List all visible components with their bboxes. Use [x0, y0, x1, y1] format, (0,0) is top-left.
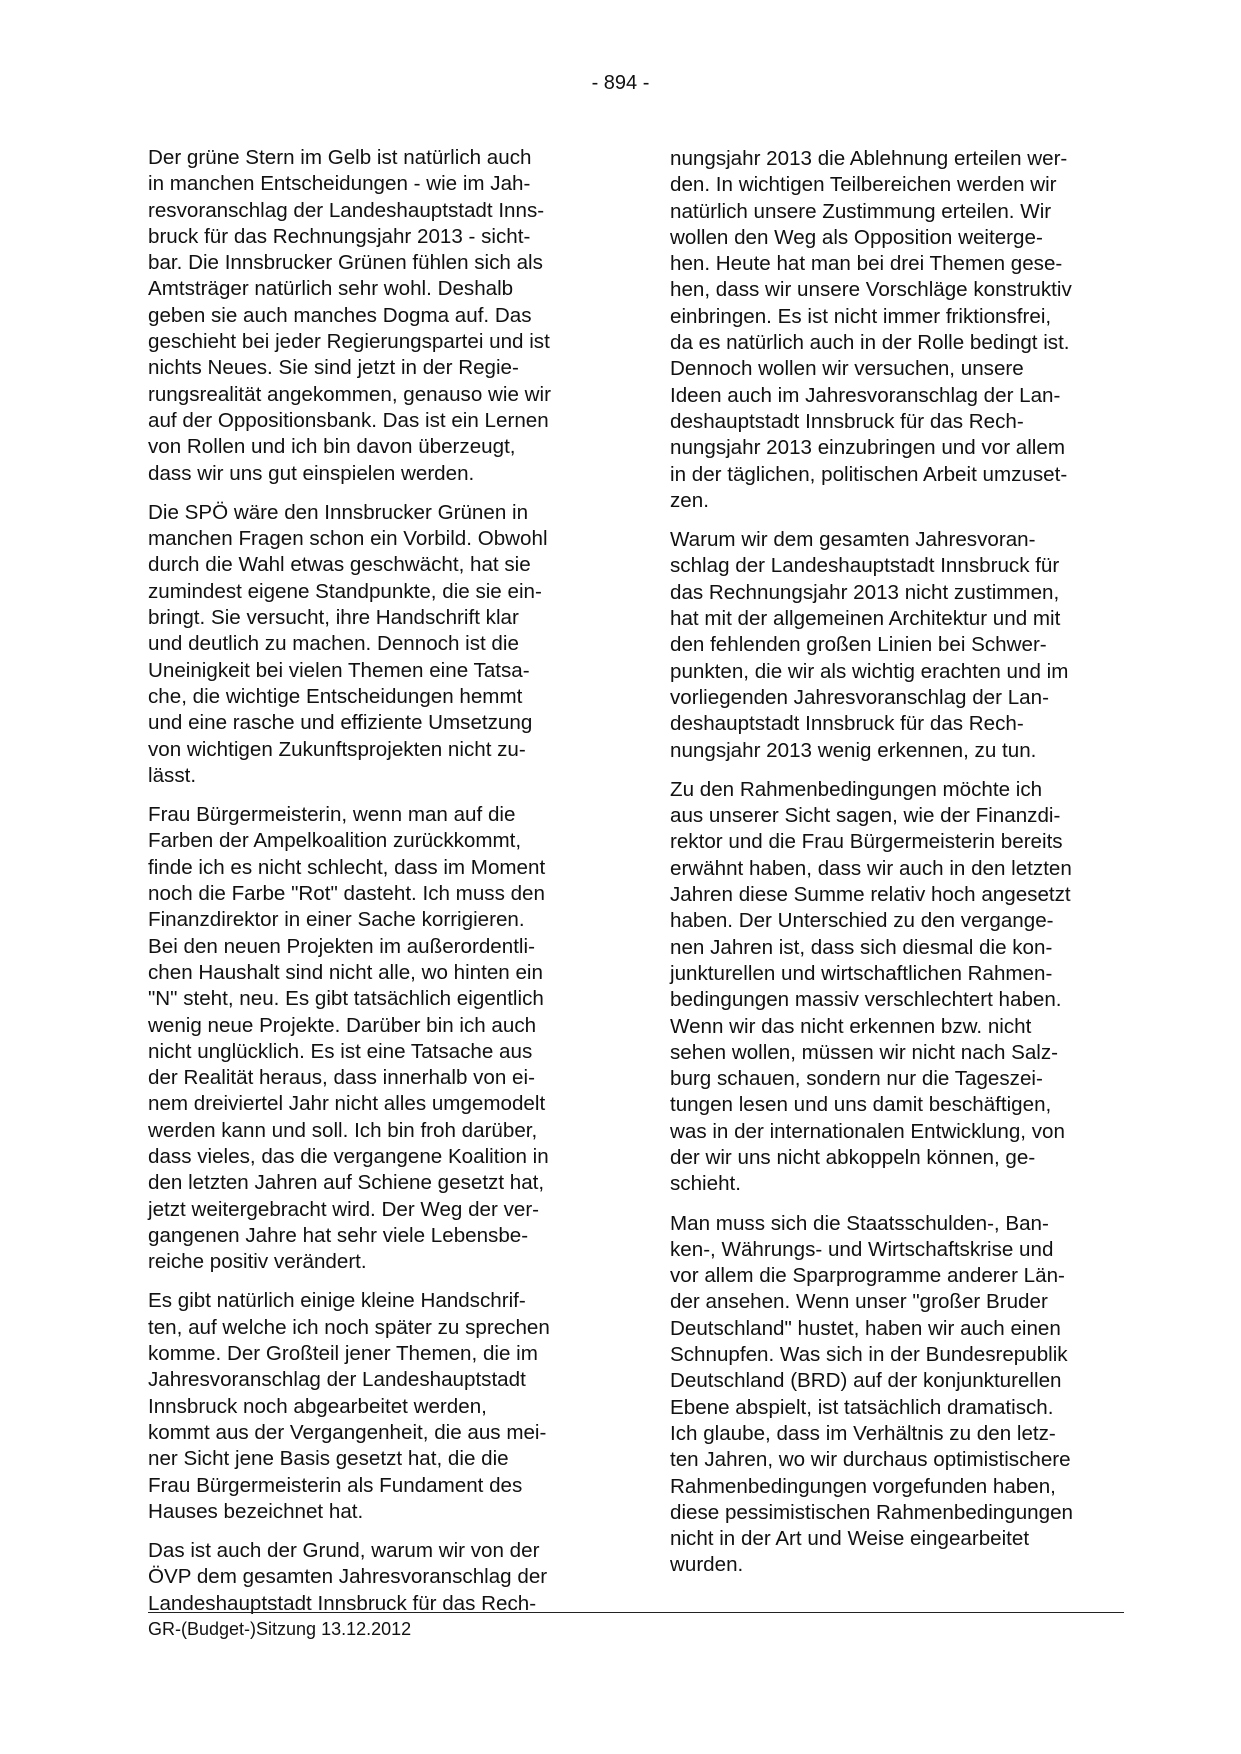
paragraph: Der grüne Stern im Gelb ist natürlich auch in manchen Entscheidungen - wie im Jah- resvoranschlag der Landeshauptstadt Inns- bruck für das Rechnungsjahr 2013 - sicht- bar. Die Innsbrucker Grünen fühlen sich als Amtsträger natürlich sehr wohl. Deshalb geben sie auch manches Dogma auf. Das geschieht bei jeder Regierungspartei und ist nichts Neues. Sie sind jetzt in der Regie- rungsrealität angekommen, genauso wie wir auf der Oppositionsbank. Das ist ein Lernen von Rollen und ich bin davon überzeugt, dass wir uns gut einspielen werden.	[148, 146, 551, 485]
right-column	[670, 146, 1120, 1592]
paragraph: Zu den Rahmenbedingungen möchte ich aus unserer Sicht sagen, wie der Finanzdi- rektor und die Frau Bürgermeisterin bereits erwähnt haben, dass wir auch in den letzten Jahren diese Summe relativ hoch angesetzt haben. Der Unterschied zu den vergange- nen Jahren ist, dass sich diesmal die kon- junkturellen und wirtschaftlichen Rahmen- bedingungen massiv verschlechtert haben. Wenn wir das nicht erkennen bzw. nicht sehen wollen, müssen wir nicht nach Salz- burg schauen, sondern nur die Tageszei- tungen lesen und uns damit beschäftigen, was in der internationalen Entwicklung, von der wir uns nicht abkoppeln können, ge- schieht.	[670, 777, 1072, 1196]
page-number: - 894 -	[591, 72, 650, 94]
paragraph: Die SPÖ wäre den Innsbrucker Grünen in manchen Fragen schon ein Vorbild. Obwohl durch die Wahl etwas geschwächt, hat sie zumindest eigene Standpunkte, die sie ein- bringt. Sie versucht, ihre Handschrift klar und deutlich zu machen. Dennoch ist die Uneinigkeit bei vielen Themen eine Tatsa- che, die wichtige Entscheidungen hemmt und eine rasche und effiziente Umsetzung von wichtigen Zukunftsprojekten nicht zu- lässt.	[148, 500, 548, 787]
paragraph: Das ist auch der Grund, warum wir von der ÖVP dem gesamten Jahresvoranschlag der Landeshauptstadt Innsbruck für das Rech-	[148, 1539, 548, 1615]
footer-text: GR-(Budget-)Sitzung 13.12.2012	[148, 1619, 412, 1639]
paragraph: Warum wir dem gesamten Jahresvoran- schlag der Landeshauptstadt Innsbruck für das Rechnungsjahr 2013 nicht zustimmen, hat mit der allgemeinen Architektur und mit den fehlenden großen Linien bei Schwer- punkten, die wir als wichtig erachten und im vorliegenden Jahresvoranschlag der Lan- deshauptstadt Innsbruck für das Rech- nungsjahr 2013 wenig erkennen, zu tun.	[670, 528, 1069, 762]
paragraph: Es gibt natürlich einige kleine Handschrif- ten, auf welche ich noch später zu sprechen komme. Der Großteil jener Themen, die im Jahresvoranschlag der Landeshauptstadt Innsbruck noch abgearbeitet werden, kommt aus der Vergangenheit, die aus mei- ner Sicht jene Basis gesetzt hat, die die Frau Bürgermeisterin als Fundament des Hauses bezeichnet hat.	[148, 1289, 550, 1523]
paragraph: Frau Bürgermeisterin, wenn man auf die Farben der Ampelkoalition zurückkommt, finde ich es nicht schlecht, dass im Moment noch die Farbe "Rot" dasteht. Ich muss den Finanzdirektor in einer Sache korrigieren. Bei den neuen Projekten im außerordentli- chen Haushalt sind nicht alle, wo hinten ein "N" steht, neu. Es gibt tatsächlich eigentlich wenig neue Projekte. Darüber bin ich auch nicht unglücklich. Es ist eine Tatsache aus der Realität heraus, dass innerhalb von ei- nem dreiviertel Jahr nicht alles umgemodelt werden kann und soll. Ich bin froh darüber, dass vieles, das die vergangene Koalition in den letzten Jahren auf Schiene gesetzt hat, jetzt weitergebracht wird. Der Weg der ver- gangenen Jahre hat sehr viele Lebensbe- reiche positiv verändert.	[148, 803, 549, 1274]
left-column	[148, 145, 598, 1630]
paragraph: nungsjahr 2013 die Ablehnung erteilen wer- den. In wichtigen Teilbereichen werden wir natürlich unsere Zustimmung erteilen. Wir wollen den Weg als Opposition weiterge- hen. Heute hat man bei drei Themen gese- hen, dass wir unsere Vorschläge konstruktiv einbringen. Es ist nicht immer friktionsfrei, da es natürlich auch in der Rolle bedingt ist. Dennoch wollen wir versuchen, unsere Ideen auch im Jahresvoranschlag der Lan- deshauptstadt Innsbruck für das Rech- nungsjahr 2013 einzubringen und vor allem in der täglichen, politischen Arbeit umzuset- zen.	[670, 147, 1072, 512]
footer-divider	[148, 1612, 1124, 1613]
paragraph: Man muss sich die Staatsschulden-, Ban- ken-, Währungs- und Wirtschaftskrise und vor allem die Sparprogramme anderer Län- der ansehen. Wenn unser "großer Bruder Deutschland" hustet, haben wir auch einen Schnupfen. Was sich in der Bundesrepublik Deutschland (BRD) auf der konjunkturellen Ebene abspielt, ist tatsächlich dramatisch. Ich glaube, dass im Verhältnis zu den letz- ten Jahren, wo wir durchaus optimistischere Rahmenbedingungen vorgefunden haben, diese pessimistischen Rahmenbedingungen nicht in der Art und Weise eingearbeitet wurden.	[670, 1211, 1073, 1577]
